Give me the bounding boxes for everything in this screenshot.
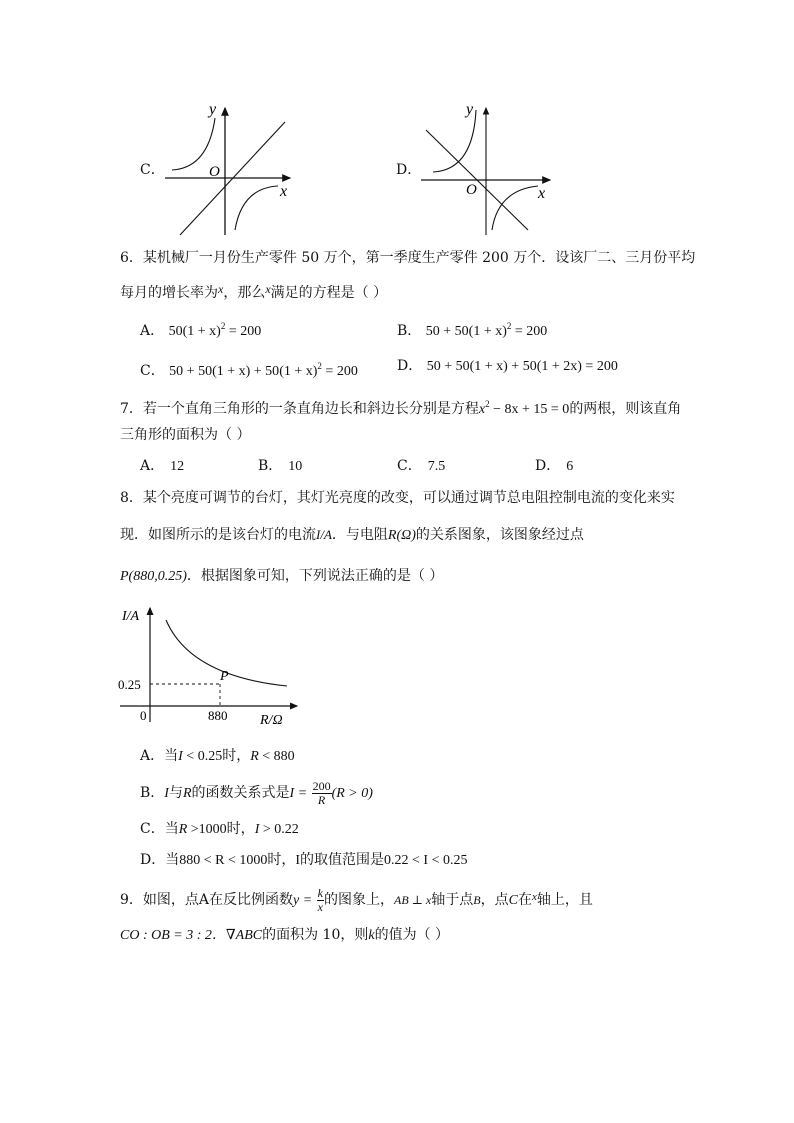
origin-label: 0	[140, 708, 147, 723]
q7-option-d: D． 6	[535, 458, 574, 474]
hyperbola-branch-lower	[235, 186, 278, 230]
q7-option-a: A． 12	[140, 458, 185, 474]
q7-option-b: B． 10	[258, 458, 303, 474]
q9-stem-line2: CO : OB = 3 : 2．∇ABC的面积为 10，则k的值为（ ）	[120, 927, 450, 943]
y-axis-label: y	[209, 101, 217, 118]
q6-option-c: C． $50 + 50(1 + x) + 50(1 + x)^2 = 200$	[140, 361, 358, 379]
x-axis-label: x	[538, 185, 546, 202]
q8-option-c: C．当R >1000时，I > 0.22	[140, 821, 299, 837]
q6-option-a: A． $50(1 + x)^2 = 200$	[140, 321, 262, 339]
origin-label: O	[466, 182, 477, 198]
x-axis-label: x	[280, 183, 288, 200]
i-tick-label: 0.25	[118, 677, 141, 692]
q7-stem-line2: 三角形的面积为（ ）	[120, 427, 251, 443]
q6-stem-line1: 6．某机械厂一月份生产零件 50 万个，第一季度生产零件 200 万个．设该厂二、三月份平均	[120, 250, 696, 266]
q8-stem-line3: P(880,0.25)．根据图象可知，下列说法正确的是（ ）	[120, 568, 444, 584]
q5-option-d-graph	[418, 100, 568, 240]
i-axis-label: I/A	[122, 609, 140, 624]
origin-label: O	[209, 164, 220, 180]
q7-stem-line1: 7．若一个直角三角形的一条直角边长和斜边长分别是方程$x^2 - 8x + 15 = 0$的两根，则该直角	[120, 399, 682, 417]
hyperbola-branch-upper	[172, 118, 215, 170]
q8-option-d: D．当880 < R < 1000时，I的取值范围是0.22 < I < 0.25	[140, 852, 468, 868]
q8-stem-line1: 8．某个亮度可调节的台灯，其灯光亮度的改变，可以通过调节总电阻控制电流的变化来实	[120, 490, 675, 506]
q6-option-b: B． $50 + 50(1 + x)^2 = 200$	[397, 321, 548, 339]
r-axis-label: R/Ω	[260, 713, 283, 728]
q8-option-a: A．当I < 0.25时，R < 880	[140, 748, 295, 764]
q6-stem-line2: 每月的增长率为x，那么x满足的方程是（ ）	[120, 282, 388, 301]
q5-option-c-graph	[160, 100, 310, 240]
hyperbola-branch-upper	[433, 110, 476, 172]
r-tick-label: 880	[208, 708, 228, 723]
point-p-label: P	[220, 669, 229, 684]
q8-stem-line2: 现．如图所示的是该台灯的电流I/A．与电阻R(Ω)的关系图象，该图象经过点	[120, 527, 584, 543]
q6-option-d: D． 50 + 50(1 + x) + 50(1 + 2x) = 200	[397, 358, 618, 374]
q8-current-resistance-graph	[112, 598, 302, 730]
q8-option-b: B．I与R的函数关系式是I = $\frac{200}{R}$ (R > 0)	[140, 778, 373, 807]
y-axis-label: y	[466, 101, 474, 118]
q7-option-c: C． 7.5	[397, 458, 446, 474]
q5-option-d-label: D．	[396, 162, 422, 178]
q5-option-c-label: C．	[140, 162, 165, 178]
hyperbola-branch-lower	[492, 186, 538, 230]
q9-stem-line1: 9．如图，点A在反比例函数y = $\frac{k}{x}$ 的图象上，AB ⊥ x轴于点B，点C在$^x$轴上，且	[120, 885, 593, 914]
